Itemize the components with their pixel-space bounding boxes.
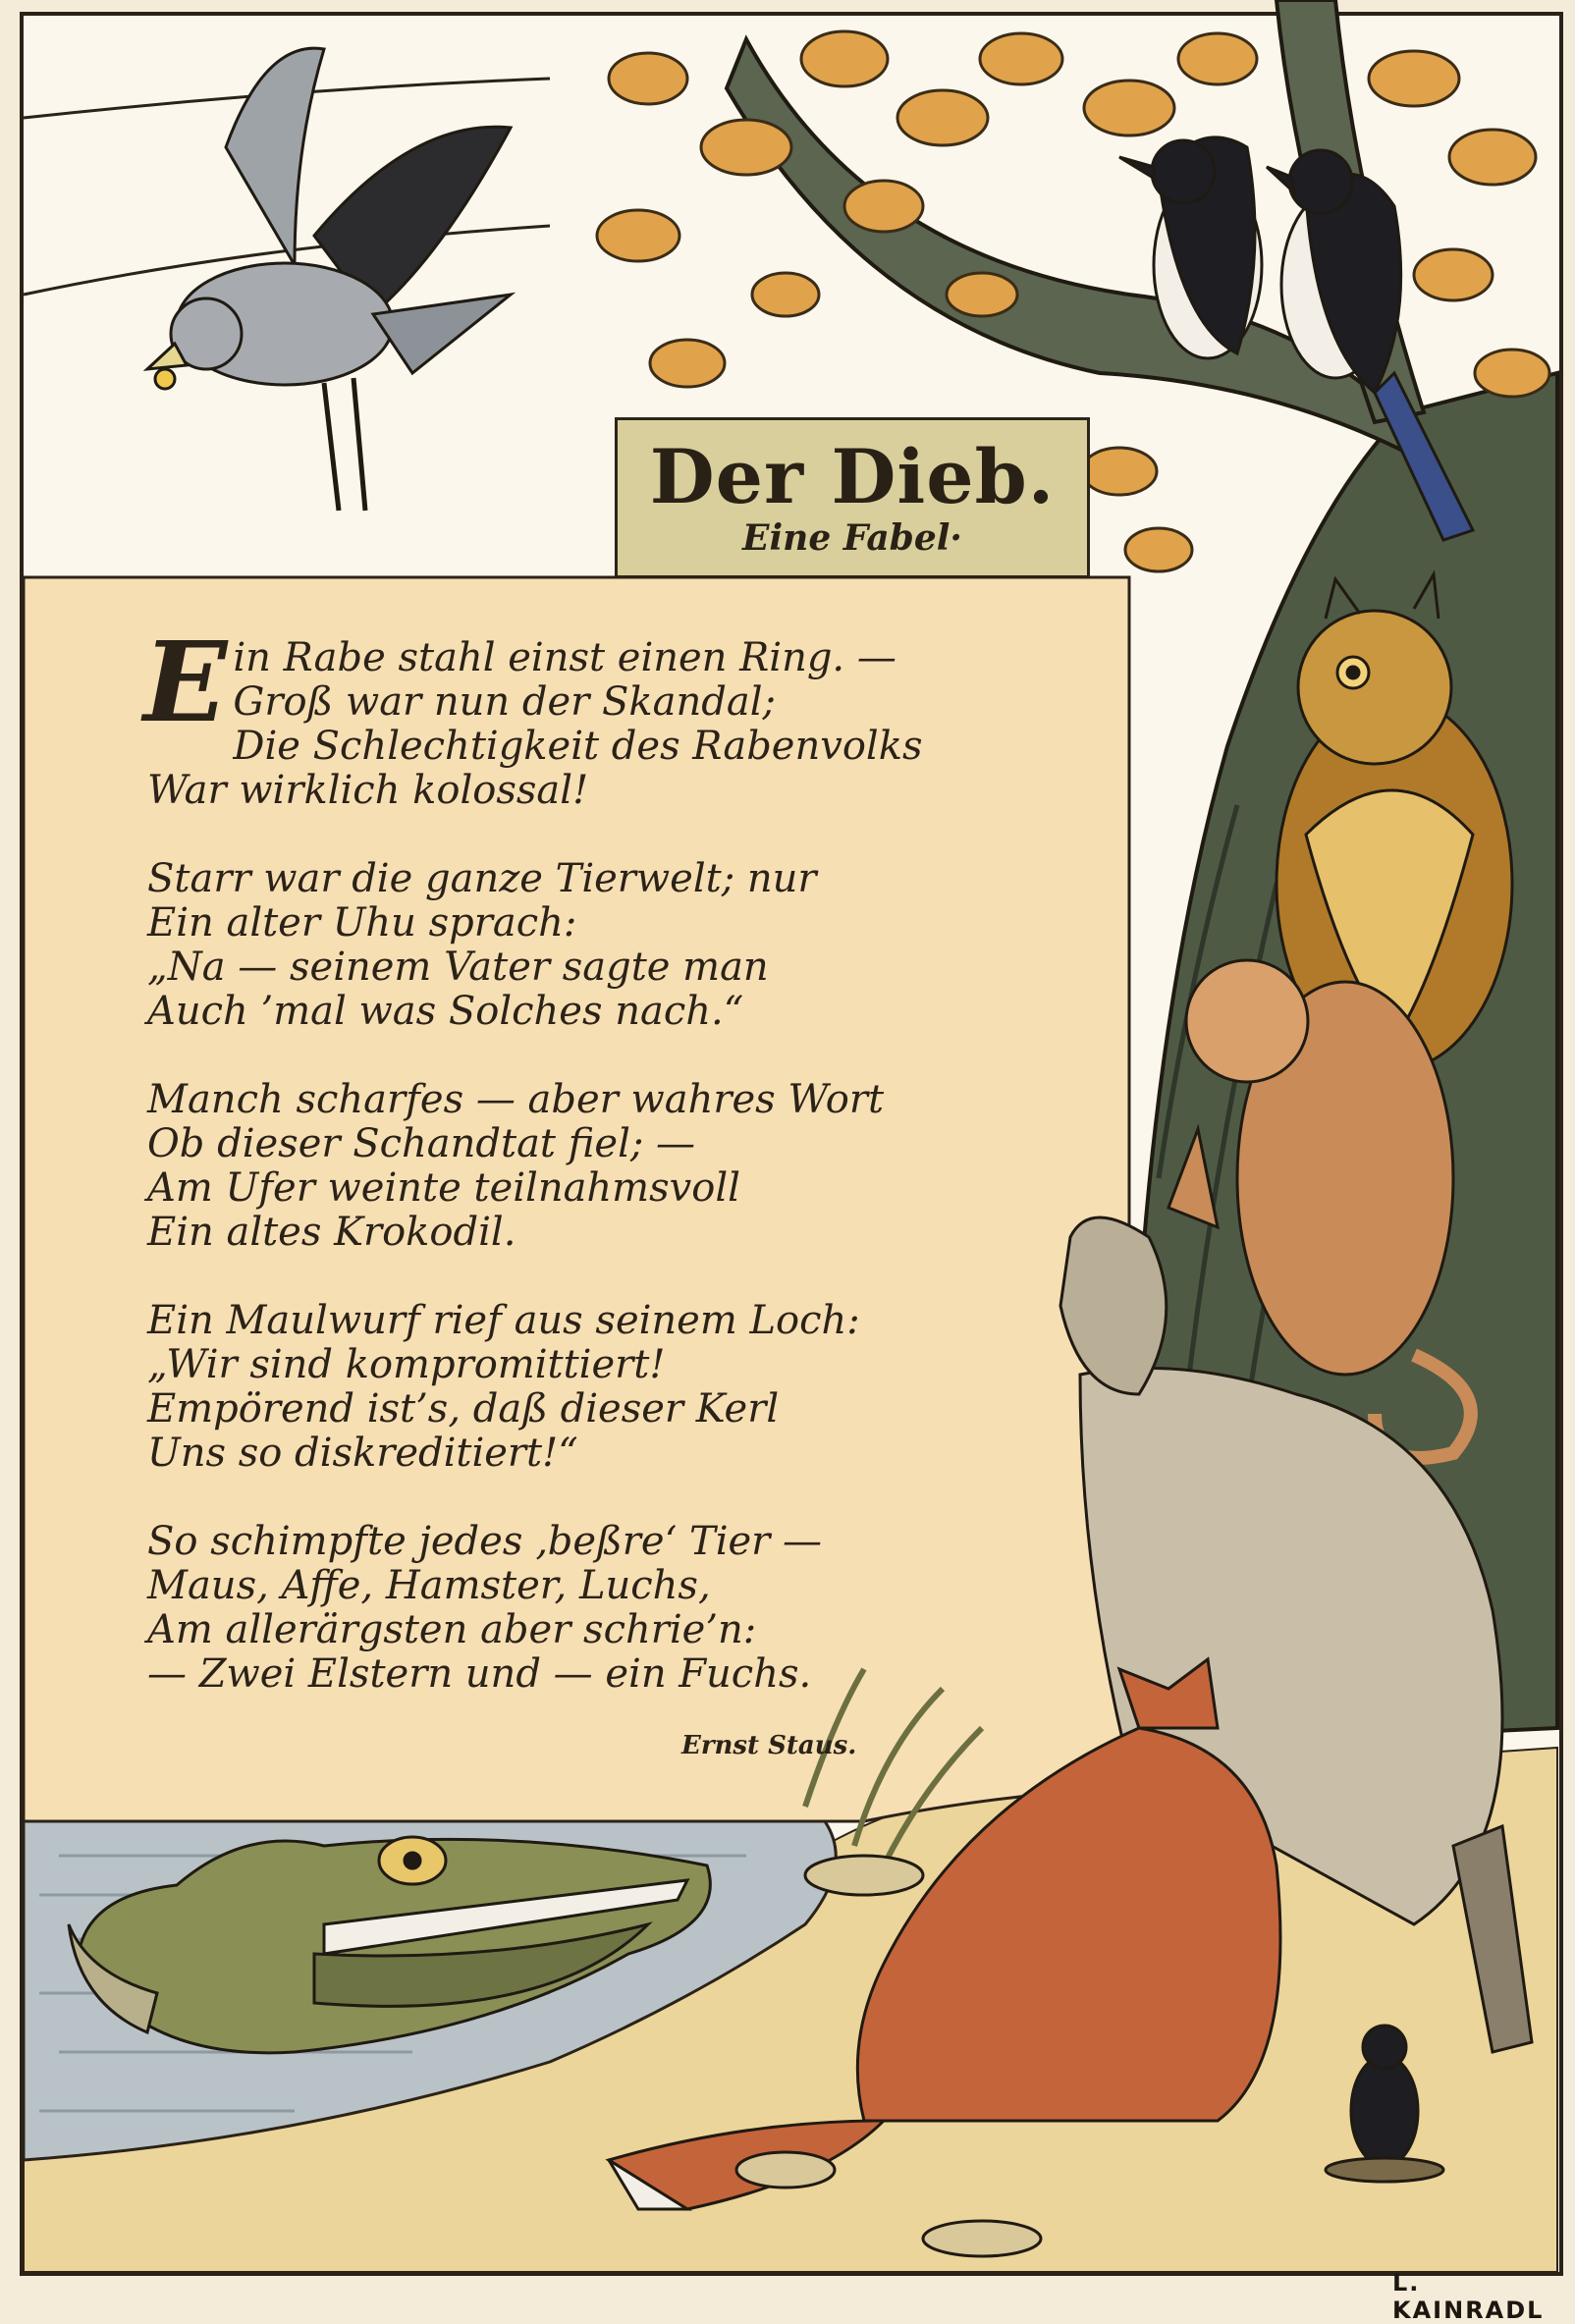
poem-line: Ein alter Uhu sprach: — [147, 900, 577, 946]
poem-line: War wirklich kolossal! — [147, 768, 589, 813]
poem-line: Die Schlechtigkeit des Rabenvolks — [233, 724, 923, 769]
poem-line: — Zwei Elstern und — ein Fuchs. — [147, 1651, 812, 1697]
poem-line: Am allerärgsten aber schrie’n: — [147, 1607, 757, 1652]
poem-line: „Wir sind kompromittiert! — [147, 1342, 666, 1387]
artist-signature: L. KAINRADL — [1392, 2269, 1545, 2324]
page-title: Der Dieb. — [649, 433, 1056, 520]
poem-line: Am Ufer weinte teilnahmsvoll — [147, 1165, 740, 1211]
poem-line: So schimpfte jedes ‚beßre‘ Tier — — [147, 1519, 822, 1564]
author-credit: Ernst Staus. — [681, 1731, 857, 1760]
stanza-3 — [147, 1078, 1129, 1255]
stanza-4 — [147, 1299, 1129, 1476]
page-subtitle: Eine Fabel· — [742, 517, 962, 559]
poem-line: Groß war nun der Skandal; — [233, 679, 776, 725]
stanza-1 — [143, 619, 1129, 813]
poem-line: Auch ’mal was Solches nach.“ — [147, 989, 744, 1034]
poem — [143, 619, 1129, 1741]
stanza-2 — [147, 857, 1129, 1034]
poem-line: Ein altes Krokodil. — [147, 1210, 516, 1255]
poem-line: Manch scharfes — aber wahres Wort — [147, 1077, 885, 1122]
poem-line: Ein Maulwurf rief aus seinem Loch: — [147, 1298, 860, 1343]
poem-line: Ob dieser Schandtat fiel; — — [147, 1121, 696, 1166]
poem-line: Maus, Affe, Hamster, Luchs, — [147, 1563, 711, 1608]
poem-line: in Rabe stahl einst einen Ring. — — [233, 635, 896, 680]
title-box — [615, 417, 1090, 578]
poem-line: „Na — seinem Vater sagte man — [147, 945, 769, 990]
poem-line: Starr war die ganze Tierwelt; nur — [147, 856, 817, 901]
poem-line: Empörend ist’s, daß dieser Kerl — [147, 1386, 780, 1432]
poem-line: Uns so diskreditiert!“ — [147, 1431, 578, 1476]
drop-cap: E — [143, 619, 228, 747]
stanza-5 — [147, 1520, 1129, 1697]
